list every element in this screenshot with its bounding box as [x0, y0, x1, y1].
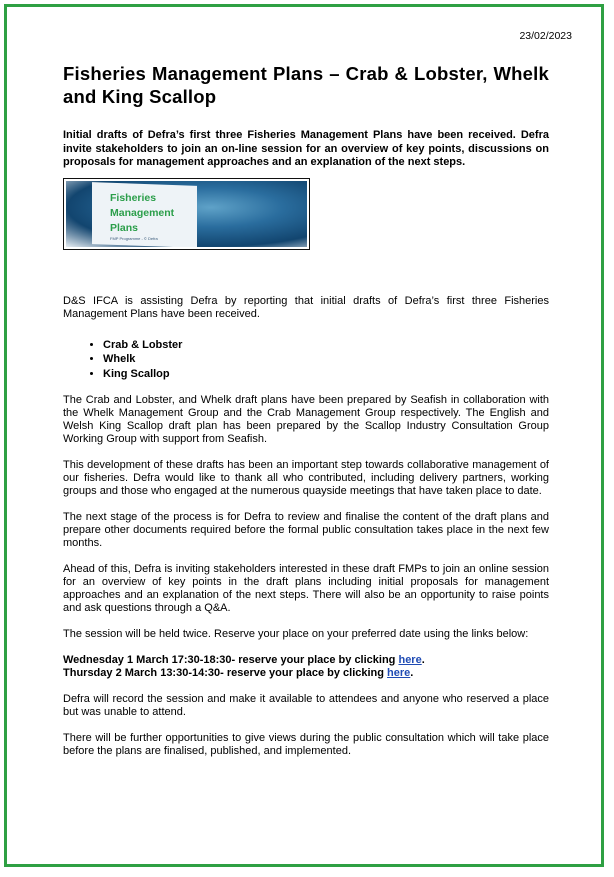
paragraph-preparation: The Crab and Lobster, and Whelk draft plans have been prepared by Seafish in collaboration with the Whelk Management Group and the Crab Management Group respectively. The English and Welsh King Scallop draft plan has been prepared by the Scallop Industry Consultation Group Working Group with support from Seafish.	[63, 394, 549, 445]
paragraph-further: There will be further opportunities to give views during the public consultation which will take place before the plans are finalised, published, and implemented.	[63, 732, 549, 757]
page-title: Fisheries Management Plans – Crab & Lobster, Whelk and King Scallop	[63, 63, 549, 107]
session-wednesday	[63, 654, 549, 667]
paragraph-recording: Defra will record the session and make it available to attendees and anyone who reserved a place but was unable to attend.	[63, 693, 549, 718]
list-item: • Crab & Lobster	[103, 338, 549, 353]
paragraph-invitation: Ahead of this, Defra is inviting stakeholders interested in these draft FMPs to join an online session for an overview of key points in the draft plans including initial proposals for management approaches and an explanation of the next steps. There will also be an opportunity to raise points and ask questions through a Q&A.	[63, 563, 549, 614]
session-wednesday-end: .	[421, 654, 425, 666]
banner-line-3: Plans	[110, 221, 139, 234]
list-item: • Whelk	[103, 352, 549, 367]
paragraph-next-stage: The next stage of the process is for Defra to review and finalise the content of the draft plans and prepare other documents required before the formal public consultation takes place in the next few months.	[63, 511, 549, 549]
session-thursday-end: .	[410, 667, 414, 679]
banner-caption: FMP Programme - © Defra	[110, 235, 158, 241]
session-wednesday-text: Wednesday 1 March 17:30-18:30- reserve your place by clicking	[63, 654, 399, 666]
session-thursday	[63, 667, 549, 680]
intro-summary: Initial drafts of Defra’s first three Fisheries Management Plans have been received. Defra invite stakeholders to join an on-line session for an overview of key points, discussions on proposals for management approaches and an explanation of the next steps.	[63, 129, 549, 168]
banner-line-2: Management	[110, 206, 175, 219]
session-thursday-text: Thursday 2 March 13:30-14:30- reserve your place by clicking	[63, 667, 388, 679]
document-date: 23/02/2023	[519, 30, 572, 42]
document-body	[63, 62, 549, 758]
sea-background	[66, 181, 307, 247]
reserve-link-thursday[interactable]: here	[387, 667, 411, 679]
plan-list	[63, 338, 549, 382]
fmp-banner-image	[63, 178, 310, 250]
paragraph-assisting: D&S IFCA is assisting Defra by reporting that initial drafts of Defra’s first three Fisheries Management Plans have been received.	[63, 294, 549, 320]
list-item: • King Scallop	[103, 367, 549, 382]
banner-line-1: Fisheries	[110, 191, 157, 204]
reserve-link-wednesday[interactable]: here	[398, 654, 422, 666]
paragraph-sessions: The session will be held twice. Reserve your place on your preferred date using the links below:	[63, 628, 529, 640]
paragraph-development: This development of these drafts has been an important step towards collaborative management of our fisheries. Defra would like to thank all who contributed, including delivery partners, working groups and those who engaged at the numerous quayside meetings that have taken place to date.	[63, 459, 549, 497]
